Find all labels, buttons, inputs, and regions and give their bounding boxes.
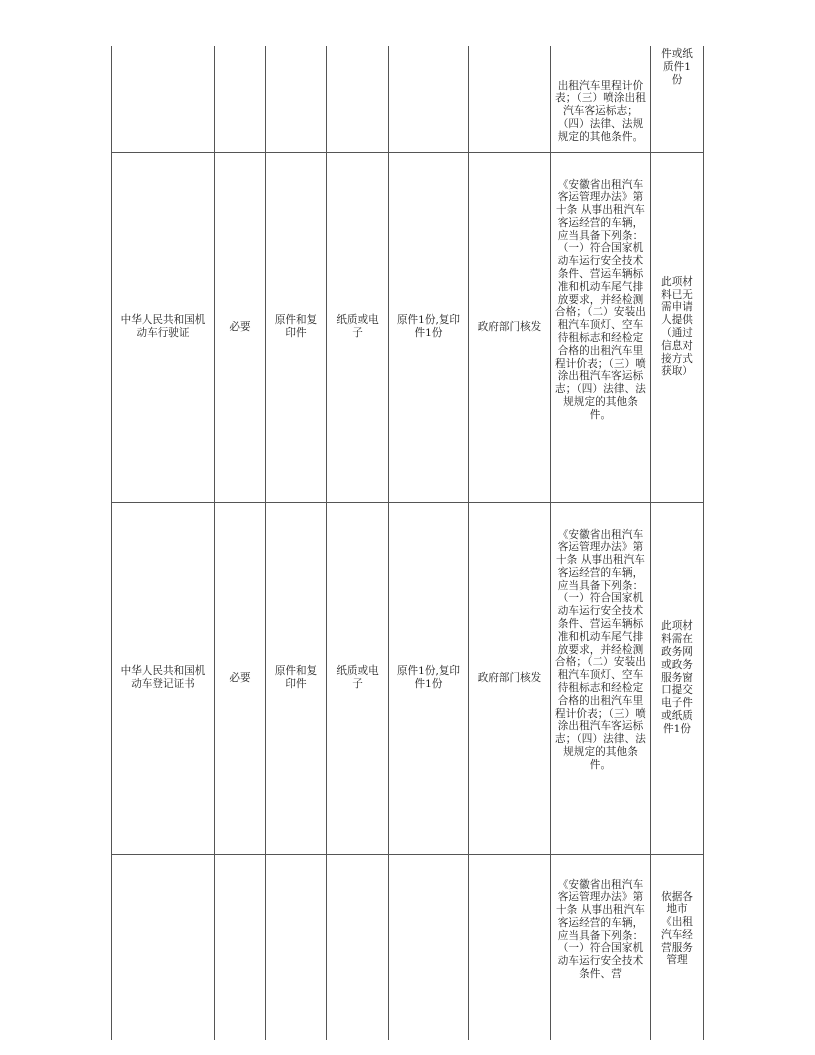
material-media-cell: 纸质或电子	[327, 152, 389, 502]
material-media-cell: 纸质或电子	[327, 502, 389, 854]
material-form-cell: 原件和复印件	[266, 502, 327, 854]
required-cell	[215, 854, 266, 1040]
material-name-cell: 中华人民共和国机动车行驶证	[112, 152, 215, 502]
source-cell: 政府部门核发	[469, 152, 551, 502]
legal-basis-cell: 《安徽省出租汽车客运管理办法》第十条 从事出租汽车客运经营的车辆，应当具备下列条：（一）符合国家机动车运行安全技术条件、营运车辆标准和机动车尾气排放要求，并经检测合格；（二）安装出租汽车顶灯、空车待租标志和经检定合格的出租汽车里程计价表；（三）喷涂出租汽车客运标志；（四）法律、法规规定的其他条件。	[551, 152, 651, 502]
note-cell: 此项材料需在政务网或政务服务窗口提交电子件或纸质件1份	[651, 502, 704, 854]
source-cell	[469, 46, 551, 152]
material-media-cell	[327, 854, 389, 1040]
note-cell: 依据各地市《出租汽车经营服务管理	[651, 854, 704, 1040]
quantity-cell	[389, 46, 469, 152]
legal-basis-cell: 《安徽省出租汽车客运管理办法》第十条 从事出租汽车客运经营的车辆，应当具备下列条：（一）符合国家机动车运行安全技术条件、营	[551, 854, 651, 1040]
legal-basis-cell: 出租汽车里程计价表；（三）喷涂出租汽车客运标志；（四）法律、法规规定的其他条件。	[551, 46, 651, 152]
note-cell: 件或纸质件1份	[651, 46, 704, 152]
table-row	[112, 46, 704, 152]
required-cell	[215, 46, 266, 152]
material-form-cell	[266, 46, 327, 152]
material-name-cell	[112, 46, 215, 152]
quantity-cell: 原件1份,复印件1份	[389, 502, 469, 854]
quantity-cell	[389, 854, 469, 1040]
table-row	[112, 854, 704, 1040]
note-cell: 此项材料已无需申请人提供（通过信息对接方式获取）	[651, 152, 704, 502]
source-cell	[469, 854, 551, 1040]
quantity-cell: 原件1份,复印件1份	[389, 152, 469, 502]
required-cell: 必要	[215, 502, 266, 854]
table-row	[112, 152, 704, 502]
table-row	[112, 502, 704, 854]
source-cell: 政府部门核发	[469, 502, 551, 854]
materials-table	[111, 46, 704, 1040]
material-form-cell: 原件和复印件	[266, 152, 327, 502]
material-name-cell	[112, 854, 215, 1040]
material-media-cell	[327, 46, 389, 152]
material-form-cell	[266, 854, 327, 1040]
material-name-cell: 中华人民共和国机动车登记证书	[112, 502, 215, 854]
legal-basis-cell: 《安徽省出租汽车客运管理办法》第十条 从事出租汽车客运经营的车辆，应当具备下列条：（一）符合国家机动车运行安全技术条件、营运车辆标准和机动车尾气排放要求，并经检测合格；（二）安装出租汽车顶灯、空车待租标志和经检定合格的出租汽车里程计价表；（三）喷涂出租汽车客运标志；（四）法律、法规规定的其他条件。	[551, 502, 651, 854]
required-cell: 必要	[215, 152, 266, 502]
